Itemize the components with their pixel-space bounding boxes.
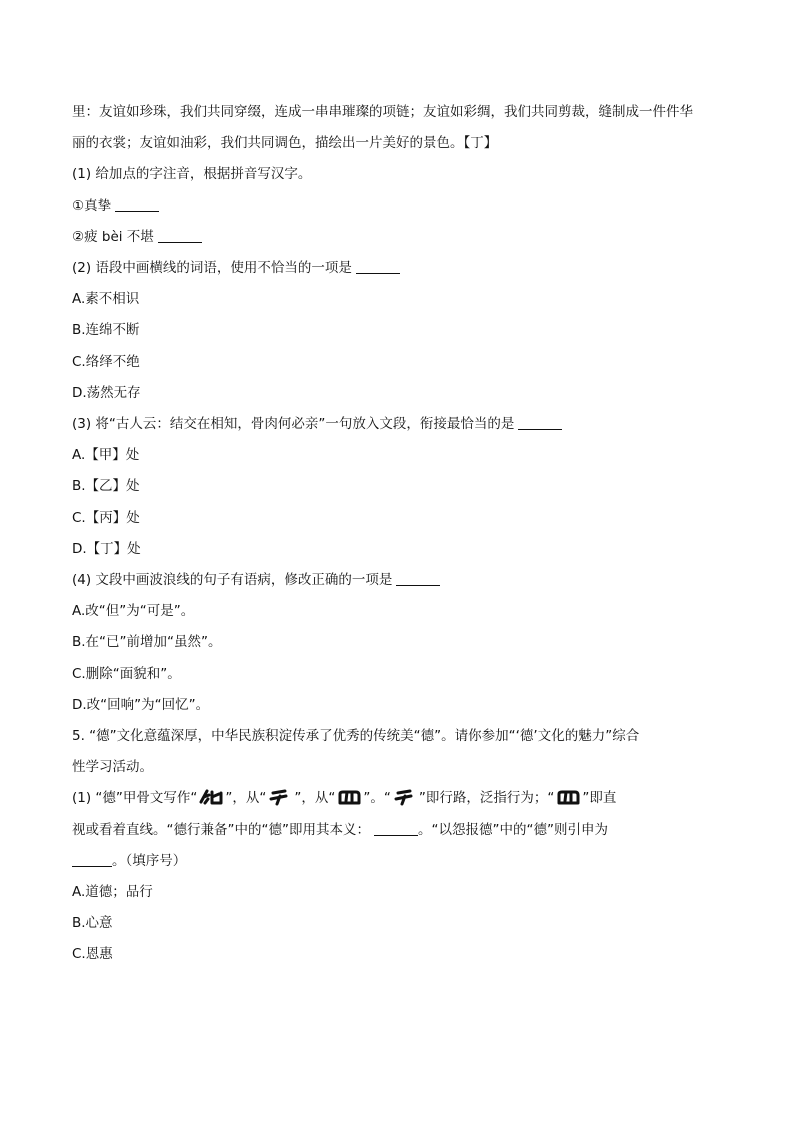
q3-prompt: [72, 409, 722, 440]
q3-option-a: A.【甲】处: [72, 447, 140, 464]
q1-prompt: (1) 给加点的字注音，根据拼音写汉字。: [72, 166, 312, 183]
q4-option-a: A.改“但”为“可是”。: [72, 603, 195, 620]
q4-option-d: D.改“回响”为“回忆”。: [72, 696, 210, 713]
oracle-chi-glyph-icon: [392, 788, 418, 806]
q1-item-2: [72, 222, 722, 253]
q5-option-b: B.心意: [72, 915, 113, 932]
oracle-de-glyph-icon: [198, 788, 224, 806]
q2-option-d: D.荡然无存: [72, 384, 141, 401]
oracle-chi-glyph-icon: [267, 788, 293, 806]
q2-prompt-text: (2) 语段中画横线的词语，使用不恰当的一项是: [72, 260, 352, 277]
q5-text: ”即直: [582, 790, 617, 807]
q5-text: 。（填序号）: [112, 852, 187, 869]
q4-option-c: C.删除“面貌和”。: [72, 665, 181, 682]
q3-option-b: B.【乙】处: [72, 478, 140, 495]
answer-blank[interactable]: [518, 428, 562, 430]
q3-option-c: C.【丙】处: [72, 509, 140, 526]
q5-text: 视或看着直线。“德行兼备”中的“德”即用其本义：: [72, 821, 370, 838]
answer-blank[interactable]: [374, 834, 418, 836]
oracle-zhi-glyph-icon: [555, 788, 581, 806]
q5-intro-line-2: 性学习活动。: [72, 759, 153, 776]
q5-option-a: A.道德；品行: [72, 884, 153, 901]
q5-text: ”即行路，泛指行为；“: [418, 790, 555, 807]
q5-text: ”。“: [363, 790, 391, 807]
answer-blank[interactable]: [72, 865, 112, 867]
q1-item-2-text: ②疲 bèi 不堪: [72, 228, 154, 245]
passage-line-2: 丽的衣裳；友谊如油彩，我们共同调色，描绘出一片美好的景色。【丁】: [72, 135, 498, 152]
q5-sub1-line-1: [72, 783, 722, 814]
q2-option-c: C.络绎不绝: [72, 353, 140, 370]
q4-option-b: B.在“已”前增加“虽然”。: [72, 634, 222, 651]
q5-sub1-line-2: [72, 815, 722, 846]
q1-item-1: [72, 191, 722, 222]
q5-text: ”，从“: [225, 790, 267, 807]
q3-option-d: D.【丁】处: [72, 540, 141, 557]
q1-item-1-text: ①真挚: [72, 197, 112, 214]
q5-text: (1) “德”甲骨文写作“: [72, 790, 198, 807]
q4-prompt: [72, 565, 722, 596]
q5-sub1-line-3: [72, 846, 722, 877]
answer-blank[interactable]: [158, 241, 202, 243]
q2-option-b: B.连绵不断: [72, 322, 140, 339]
answer-blank[interactable]: [356, 272, 400, 274]
q3-prompt-text: (3) 将“古人云：结交在相知，骨肉何必亲”一句放入文段，衔接最恰当的是: [72, 416, 515, 433]
passage-line-1: 里：友谊如珍珠，我们共同穿缀，连成一串串璀璨的项链；友谊如彩绸，我们共同剪裁，缝制成一件件华: [72, 104, 693, 120]
q5-option-c: C.恩惠: [72, 946, 113, 963]
answer-blank[interactable]: [396, 584, 440, 586]
q5-intro-line-1: 5. “德”文化意蕴深厚，中华民族积淀传承了优秀的传统美“德”。请你参加“‘德’文化的魅力”综合: [72, 728, 640, 745]
q2-prompt: [72, 253, 722, 284]
q5-text: ”，从“: [294, 790, 336, 807]
q4-prompt-text: (4) 文段中画波浪线的句子有语病，修改正确的一项是: [72, 572, 393, 589]
q5-text: 。“以怨报德”中的“德”则引申为: [417, 821, 608, 838]
document-page: [72, 97, 722, 971]
oracle-zhi-glyph-icon: [336, 788, 362, 806]
q2-option-a: A.素不相识: [72, 291, 140, 308]
answer-blank[interactable]: [115, 210, 159, 212]
